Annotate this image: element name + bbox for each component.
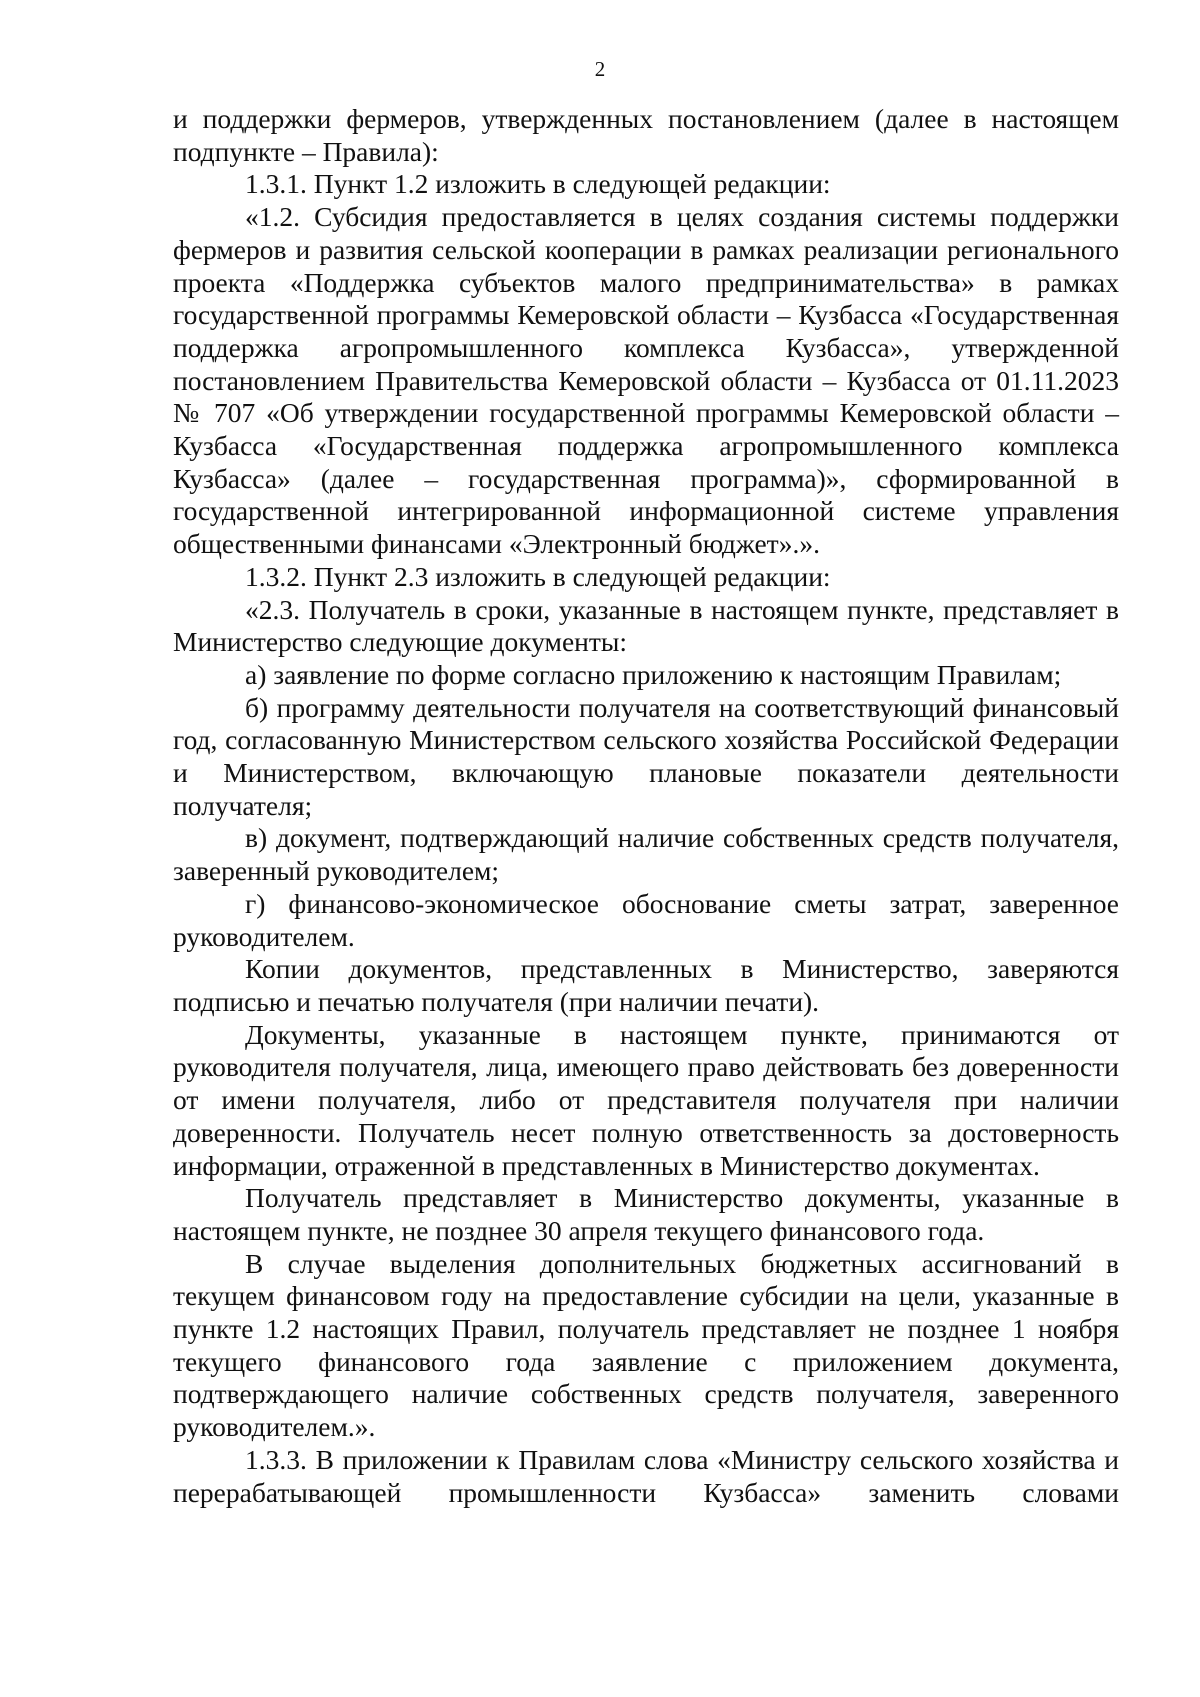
list-item-g: г) финансово-экономическое обоснование сметы затрат, заверенное руководителем. bbox=[173, 887, 1119, 952]
paragraph-deadline: Получатель представляет в Министерство документы, указанные в настоящем пункте, не позднее 30 апреля текущего финансового года. bbox=[173, 1182, 1119, 1246]
paragraph-1-3-3: 1.3.3. В приложении к Правилам слова «Министру сельского хозяйства и перерабатывающей промышленности Кузбасса» заменить словами bbox=[173, 1443, 1119, 1508]
paragraph-additional-allocations: В случае выделения дополнительных бюджетных ассигнований в текущем финансовом году на предоставление субсидии на цели, указанные в пункте 1.2 настоящих Правил, получатель представляет не позднее 1 ноября текущего финансового года заявление с приложением документа, подтверждающего наличие собственных средств получателя, заверенного руководителем.». bbox=[173, 1247, 1119, 1443]
paragraph-2-3-quote: «2.3. Получатель в сроки, указанные в настоящем пункте, представляет в Министерство следующие документы: bbox=[173, 593, 1119, 658]
paragraph-1-2-quote: «1.2. Субсидия предоставляется в целях создания системы поддержки фермеров и развития сельской кооперации в рамках реализации регионального проекта «Поддержка субъектов малого предпринимательства» в рамках государственной программы Кемеровской области – Кузбасса «Государственная поддержка агропромышленного комплекса Кузбасса», утвержденной постановлением Правительства Кемеровской области – Кузбасса от 01.11.2023 № 707 «Об утверждении государственной программы Кемеровской области – Кузбасса «Государственная поддержка агропромышленного комплекса Кузбасса» (далее – государственная программа)», сформированной в государственной интегрированной информационной системе управления общественными финансами «Электронный бюджет».». bbox=[173, 201, 1119, 560]
paragraph-1-3-1: 1.3.1. Пункт 1.2 изложить в следующей редакции: bbox=[245, 168, 831, 200]
paragraph-1-3-2: 1.3.2. Пункт 2.3 изложить в следующей редакции: bbox=[245, 560, 831, 592]
list-item-v: в) документ, подтверждающий наличие собственных средств получателя, заверенный руководителем; bbox=[173, 822, 1119, 887]
list-item-a: а) заявление по форме согласно приложению к настоящим Правилам; bbox=[245, 658, 1062, 690]
document-body bbox=[173, 103, 1119, 1509]
page-number: 2 bbox=[594, 57, 606, 81]
paragraph-documents-accepted: Документы, указанные в настоящем пункте, принимаются от руководителя получателя, лица, имеющего право действовать без доверенности от имени получателя, либо от представителя получателя при наличии доверенности. Получатель несет полную ответственность за достоверность информации, отраженной в представленных в Министерство документах. bbox=[173, 1018, 1119, 1181]
paragraph-copies: Копии документов, представленных в Министерство, заверяются подписью и печатью получателя (при наличии печати). bbox=[173, 953, 1119, 1017]
paragraph-rules-intro: и поддержки фермеров, утвержденных постановлением (далее в настоящем подпункте – Правила): bbox=[173, 103, 1119, 167]
list-item-b: б) программу деятельности получателя на соответствующий финансовый год, согласованную Министерством сельского хозяйства Российской Федерации и Министерством, включающую плановые показатели деятельности получателя; bbox=[173, 691, 1119, 821]
